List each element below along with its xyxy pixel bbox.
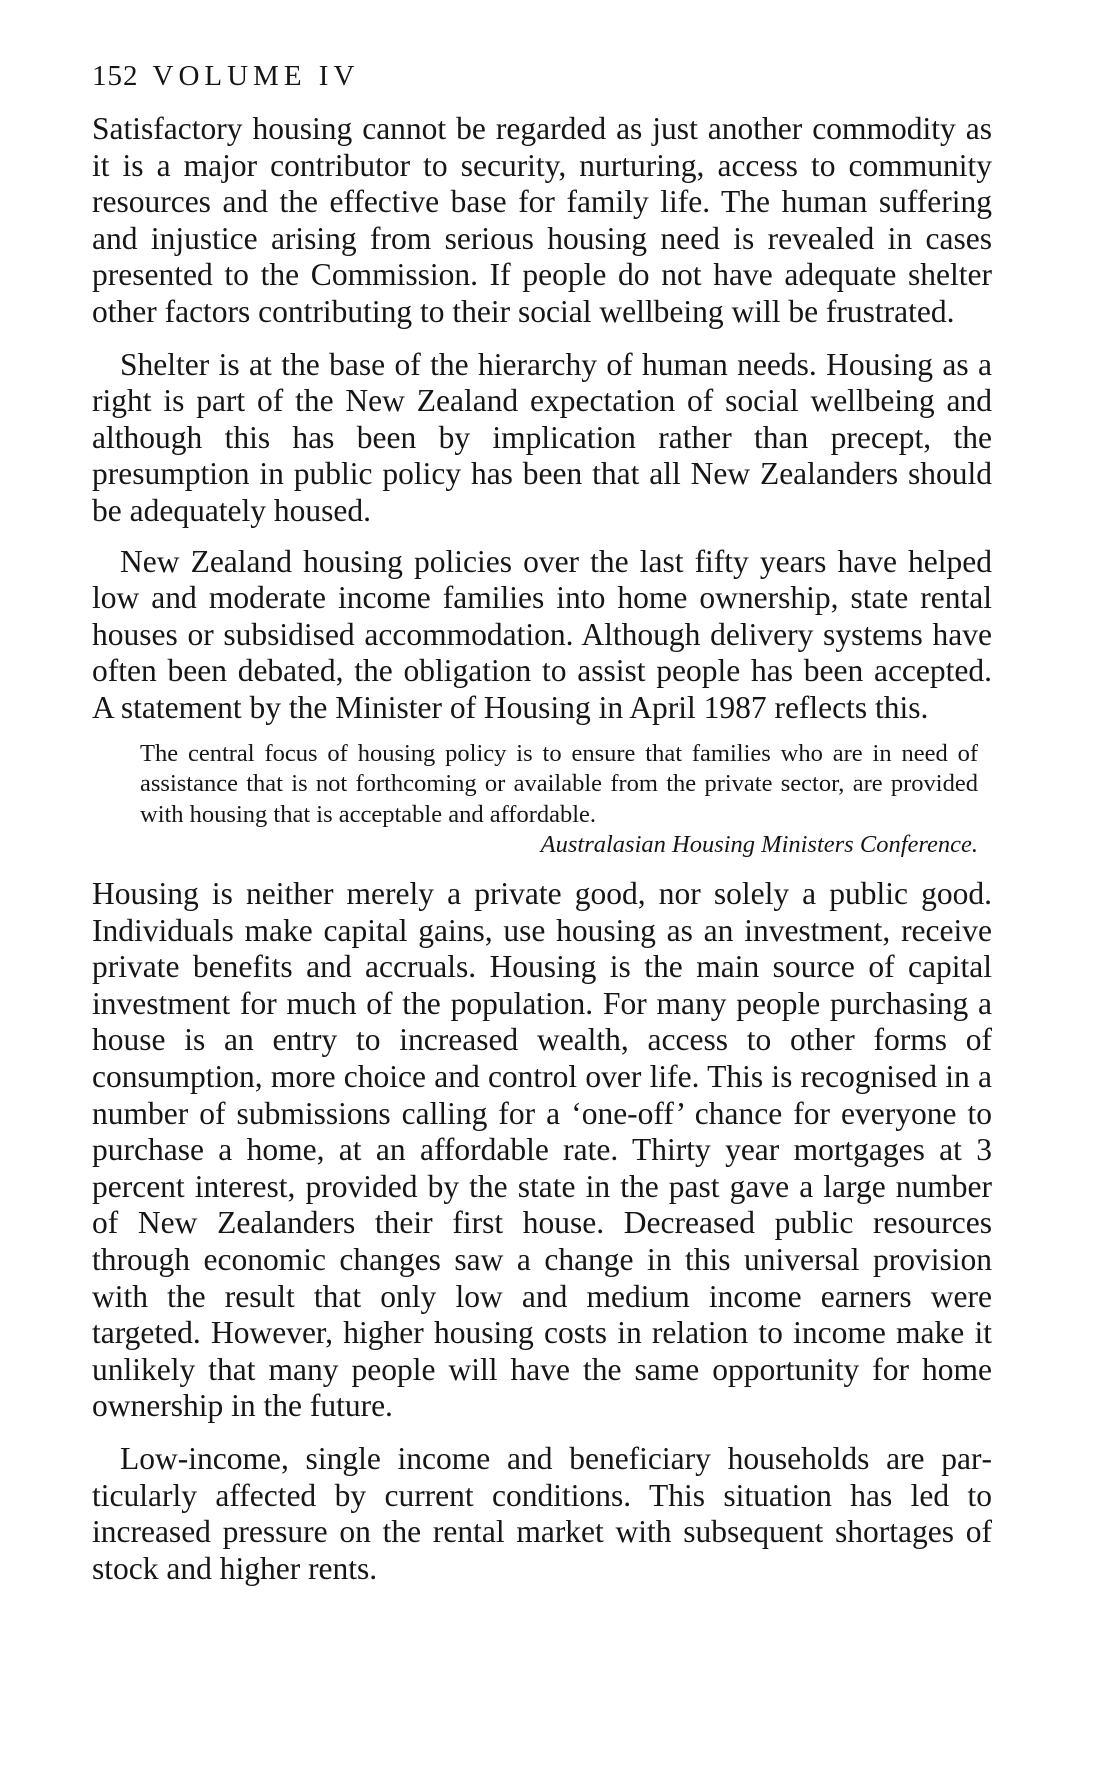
running-title: VOLUME IV [152, 60, 360, 92]
paragraph-low-income-households: Low-income, single income and beneficiary households are particularly affected by current conditions. This situation has led to increased pressure on the rental market with subsequent shortages of stock and higher rents. [92, 1440, 992, 1586]
paragraph-housing-policies: New Zealand housing policies over the last fifty years have helped low and moderate income families into home ownership, state rental houses or subsidised accommodation. Although delivery systems have often been debated, the obligation to assist people has been accepted. A statement by the Minister of Housing in April 1987 reflects this. [92, 543, 992, 725]
paragraph-shelter-hierarchy: Shelter is at the base of the hierarchy of human needs. Housing as a right is part of the New Zealand expectation of social wellbeing and although this has been by implication rather than precept, the presumption in public policy has been that all New Zealanders should be adequately housed. [92, 346, 992, 528]
paragraph-satisfactory-housing: Satisfactory housing cannot be regarded as just another commodity as it is a major contributor to security, nurturing, access to community resources and the effective base for family life. The human suffering and injustice arising from serious housing need is revealed in cases presented to the Commission. If people do not have adequate shelter other factors contributing to their social wellbeing will be frustrated. [92, 111, 992, 329]
running-header [92, 62, 992, 91]
block-quote [140, 739, 978, 861]
page-number: 152 [92, 60, 139, 92]
quote-text: The central focus of housing policy is to ensure that families who are in need of assistance that is not forthcoming or available from the private sector, are provided with housing that is acceptable and affordable. [140, 739, 978, 828]
document-page [92, 62, 992, 1587]
quote-source: Australasian Housing Ministers Conference. [540, 831, 978, 858]
paragraph-private-public-good: Housing is neither merely a private good, nor solely a public good. Individuals make capital gains, use housing as an investment, receive private benefits and accruals. Housing is the main source of capital investment for much of the population. For many people purchasing a house is an entry to increased wealth, access to other forms of consumption, more choice and control over life. This is recognised in a number of submissions calling for a ‘one-off’ chance for everyone to purchase a home, at an affordable rate. Thirty year mortgages at 3 percent interest, provided by the state in the past gave a large number of New Zealanders their first house. Decreased public resources through economic changes saw a change in this universal provision with the result that only low and medium income earners were targeted. However, higher housing costs in relation to income make it unlikely that many people will have the same opportunity for home ownership in the future. [92, 876, 992, 1424]
